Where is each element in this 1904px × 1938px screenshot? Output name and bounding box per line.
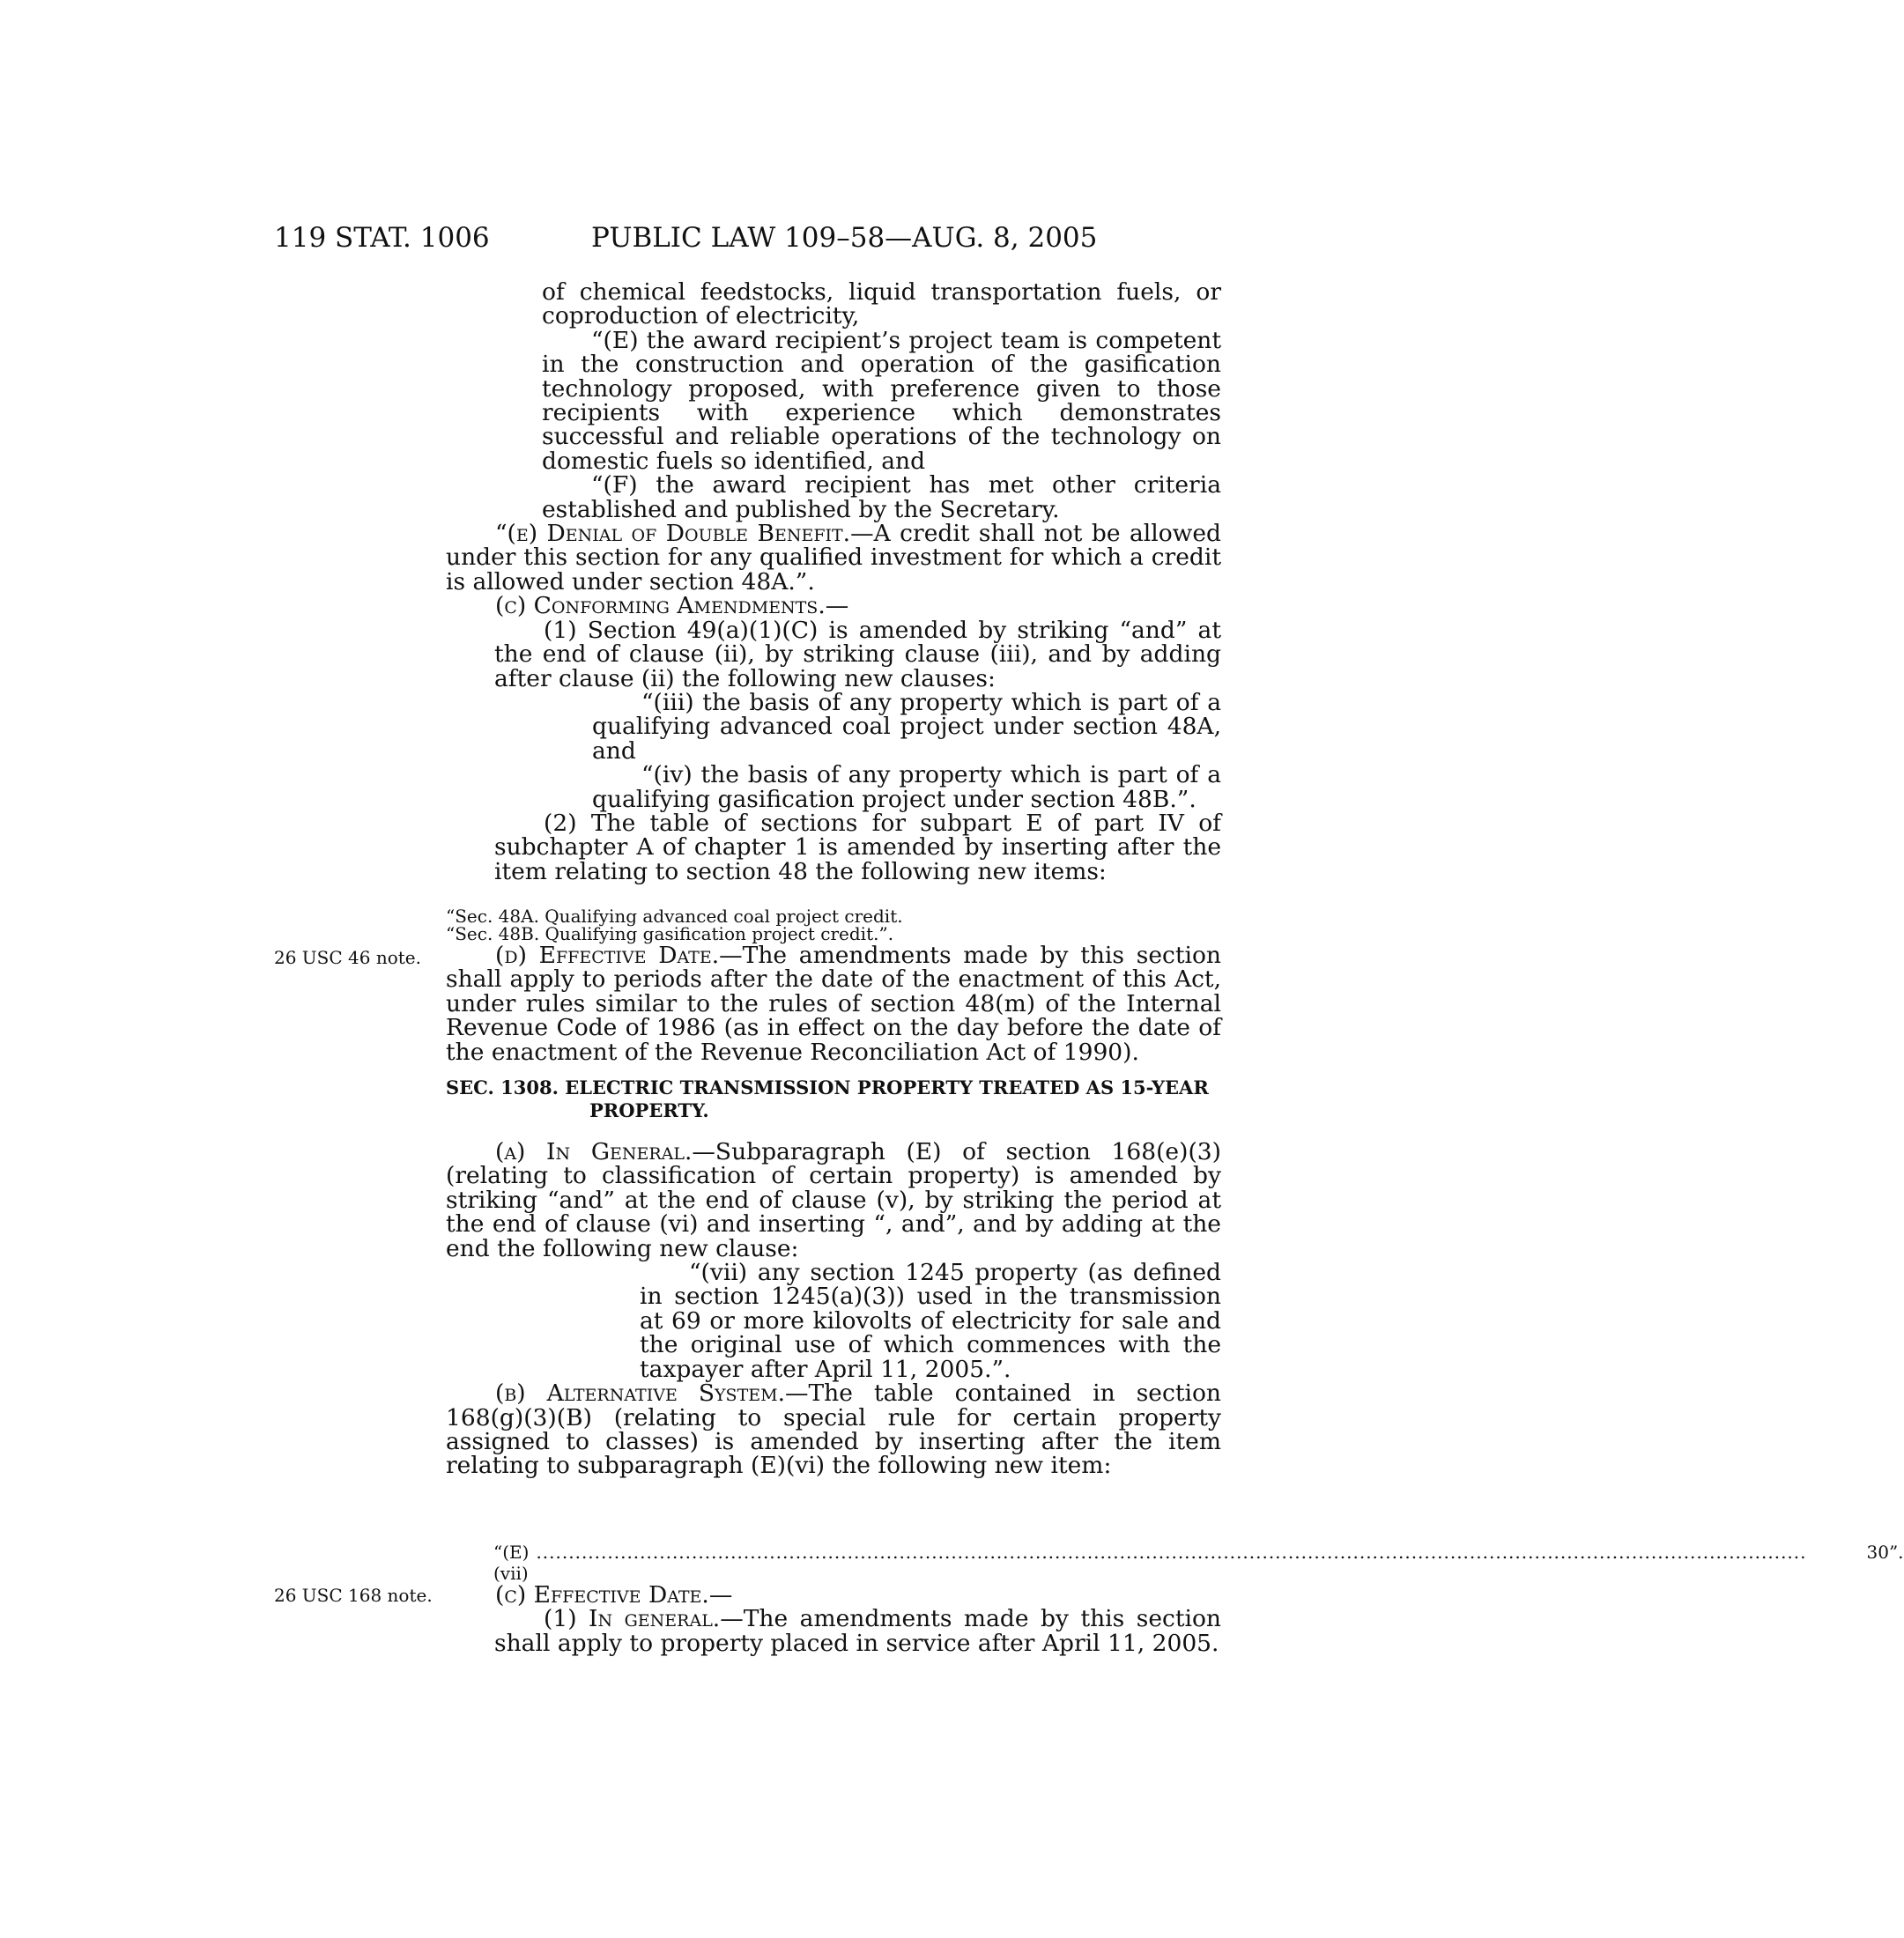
section-heading-line2: PROPERTY.: [589, 1099, 709, 1122]
subparagraph-F: “(F) the award recipient has met other criteria established and published by the Secretary.: [542, 471, 1221, 523]
table-of-sections-items: [446, 907, 1221, 943]
dot-leader: ....................................................................................................................................................................................................: [536, 1542, 1807, 1563]
subsection-e-heading: “(e) Denial of Double Benefit.: [495, 520, 851, 548]
clause-iii: “(iii) the basis of any property which is part of a qualifying advanced coal project under section 48A, and: [592, 688, 1221, 765]
subsection-c-heading: (c) Conforming Amendments.: [495, 592, 826, 620]
subsection-d-text: —The amendments made by this section shall apply to periods after the date of the enactment of this Act, under rules similar to the rules of section 48(m) of the Internal Revenue Code of 1986 (as in effect on the day before the date of the enactment of the Revenue Reconciliation Act of 1990).: [446, 942, 1221, 1066]
subsection-a: [446, 1140, 1221, 1261]
text-block-upper: [446, 280, 1221, 884]
table-item-row: [493, 1542, 1904, 1584]
subsection-d: [446, 943, 1221, 1064]
subsection-c-text: —: [825, 592, 849, 620]
subsection-c-effective-heading: (c) Effective Date.: [495, 1581, 709, 1609]
clause-iv: “(iv) the basis of any property which is part of a qualifying gasification project under section 48B.”.: [592, 761, 1221, 813]
subsection-d-heading: (d) Effective Date.: [495, 942, 720, 969]
toc-item-48A: “Sec. 48A. Qualifying advanced coal project credit.: [446, 906, 903, 927]
paragraph-1: (1) Section 49(a)(1)(C) is amended by striking “and” at the end of clause (ii), by striking clause (iii), and by adding after clause (ii) the following new clauses:: [494, 616, 1221, 692]
subsection-c-effective-date: [446, 1583, 1221, 1607]
subsection-c: [446, 594, 1221, 618]
table-item-label: “(E)(vii): [493, 1542, 530, 1584]
subsection-b-text: —The table contained in section 168(g)(3)(B) (relating to special rule for certain property assigned to classes) is amended by inserting after the item relating to subparagraph (E)(vi) the following new item:: [446, 1380, 1221, 1480]
paragraph-in-general-text: —The amendments made by this section shall apply to property placed in service after April 11, 2005.: [494, 1605, 1221, 1657]
paragraph-in-general-heading: (1) In general.: [544, 1605, 721, 1633]
subsection-e-text: —A credit shall not be allowed under this section for any qualified investment for which a credit is allowed under section 48A.”.: [446, 520, 1221, 595]
subsection-a-heading: (a) In General.: [495, 1138, 693, 1166]
paragraph-continuation: of chemical feedstocks, liquid transportation fuels, or coproduction of electricity,: [542, 278, 1221, 330]
margin-note-26-usc-168: 26 USC 168 note.: [274, 1585, 433, 1606]
paragraph-2: (2) The table of sections for subpart E of part IV of subchapter A of chapter 1 is amended by inserting after the item relating to section 48 the following new items:: [494, 809, 1221, 885]
subsection-e: [446, 521, 1221, 594]
subsection-a-text: —Subparagraph (E) of section 168(e)(3) (relating to classification of certain property) is amended by striking “and” at the end of clause (v), by striking the period at the end of clause (vi) and inserting “, and”, and by adding at the end the following new clause:: [446, 1138, 1221, 1262]
subsection-c-effective-text: —: [708, 1581, 733, 1609]
section-heading: [446, 1076, 1221, 1122]
toc-item-48B: “Sec. 48B. Qualifying gasification project credit.”.: [446, 923, 894, 944]
margin-note-26-usc-46: 26 USC 46 note.: [274, 947, 421, 968]
section-heading-line1: SEC. 1308. ELECTRIC TRANSMISSION PROPERTY TREATED AS 15-YEAR: [446, 1076, 1209, 1099]
paragraph-in-general: [446, 1607, 1221, 1655]
subparagraph-E: “(E) the award recipient’s project team is competent in the construction and operation of the gasification technology proposed, with preference given to those recipients with experience which demonstrates successful and reliable operations of the technology on domestic fuels so identified, and: [542, 326, 1221, 475]
page-running-head: PUBLIC LAW 109–58—AUG. 8, 2005: [591, 222, 1098, 254]
subsection-b-heading: (b) Alternative System.: [495, 1380, 785, 1408]
text-block-lower: [446, 1583, 1221, 1655]
text-block-middle: [446, 943, 1221, 1478]
page-stat-number: 119 STAT. 1006: [274, 222, 490, 254]
table-item-value: 30”.: [1866, 1542, 1904, 1563]
subsection-b: [446, 1381, 1221, 1478]
clause-vii: “(vii) any section 1245 property (as defined in section 1245(a)(3)) used in the transmission at 69 or more kilovolts of electricity for sale and the original use of which commences with the taxpayer after April 11, 2005.”.: [640, 1259, 1221, 1383]
